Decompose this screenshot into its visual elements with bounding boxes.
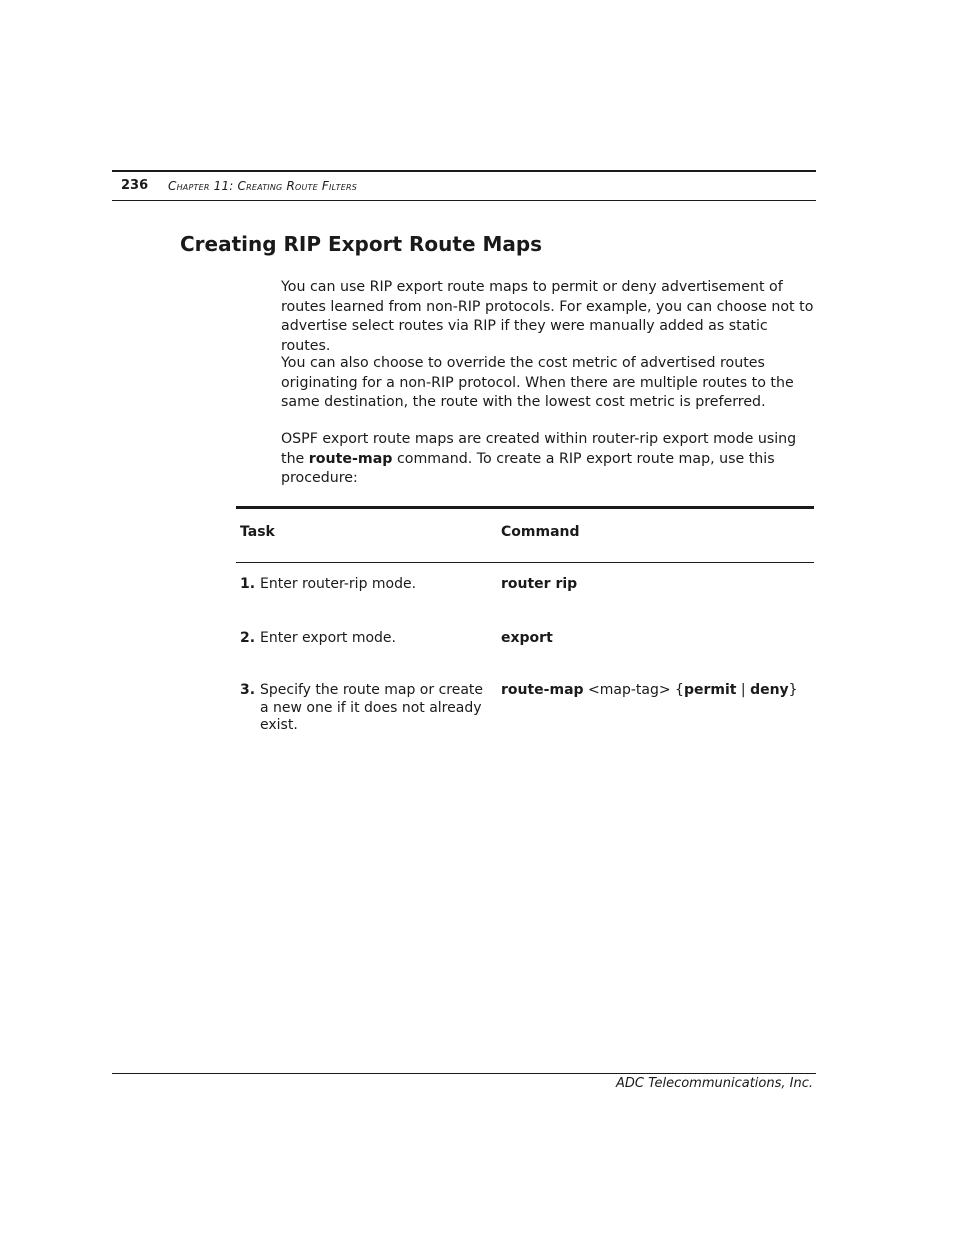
command-keyword: export xyxy=(501,630,553,646)
step-number: 2. xyxy=(240,630,256,646)
command-argument: <map-tag> { xyxy=(583,682,684,698)
paragraph-cost-metric: You can also choose to override the cost metric of advertised routes originating for a non-RIP protocol. When there are multiple routes to the same destination, the route with the lowest cost metric is preferred. xyxy=(281,355,794,410)
table-header-rule xyxy=(236,562,814,563)
step-task: Enter router-rip mode. xyxy=(260,576,417,592)
command-separator: | xyxy=(736,682,751,698)
page-number: 236 xyxy=(121,178,149,193)
command-brace: } xyxy=(788,682,798,698)
command-keyword: route-map xyxy=(501,682,584,698)
paragraph-procedure xyxy=(281,430,821,489)
step-number: 1. xyxy=(240,576,256,592)
command-keyword: router rip xyxy=(501,576,578,592)
command-keyword: route-map xyxy=(308,450,393,467)
step-task: Specify the route map or create a new one if it does not already exist. xyxy=(260,682,484,733)
table-top-rule xyxy=(236,506,814,509)
step-command xyxy=(501,630,814,648)
step-task: Enter export mode. xyxy=(260,630,396,646)
footer-company: ADC Telecommunications, Inc. xyxy=(616,1076,813,1091)
paragraph-text: command. To create a RIP export route map, use this procedure: xyxy=(281,450,775,486)
step-number: 3. xyxy=(240,682,256,698)
running-head: Chapter 11: Creating Route Filters xyxy=(168,179,358,193)
section-title: Creating RIP Export Route Maps xyxy=(180,232,543,256)
paragraph-text: OSPF export route maps are created within router-rip export mode using the xyxy=(281,431,797,467)
table-header-task: Task xyxy=(240,524,275,540)
step-command xyxy=(501,682,814,700)
command-option-permit: permit xyxy=(683,682,737,698)
header-divider xyxy=(112,200,816,201)
footer-rule xyxy=(112,1073,816,1074)
table-header-command: Command xyxy=(501,524,580,540)
paragraph-intro: You can use RIP export route maps to permit or deny advertisement of routes learned from non-RIP protocols. For example, you can choose not to advertise select routes via RIP if they were manually added as static routes. xyxy=(281,279,814,354)
header-rule xyxy=(112,170,816,172)
command-option-deny: deny xyxy=(750,682,789,698)
step-command xyxy=(501,576,814,594)
